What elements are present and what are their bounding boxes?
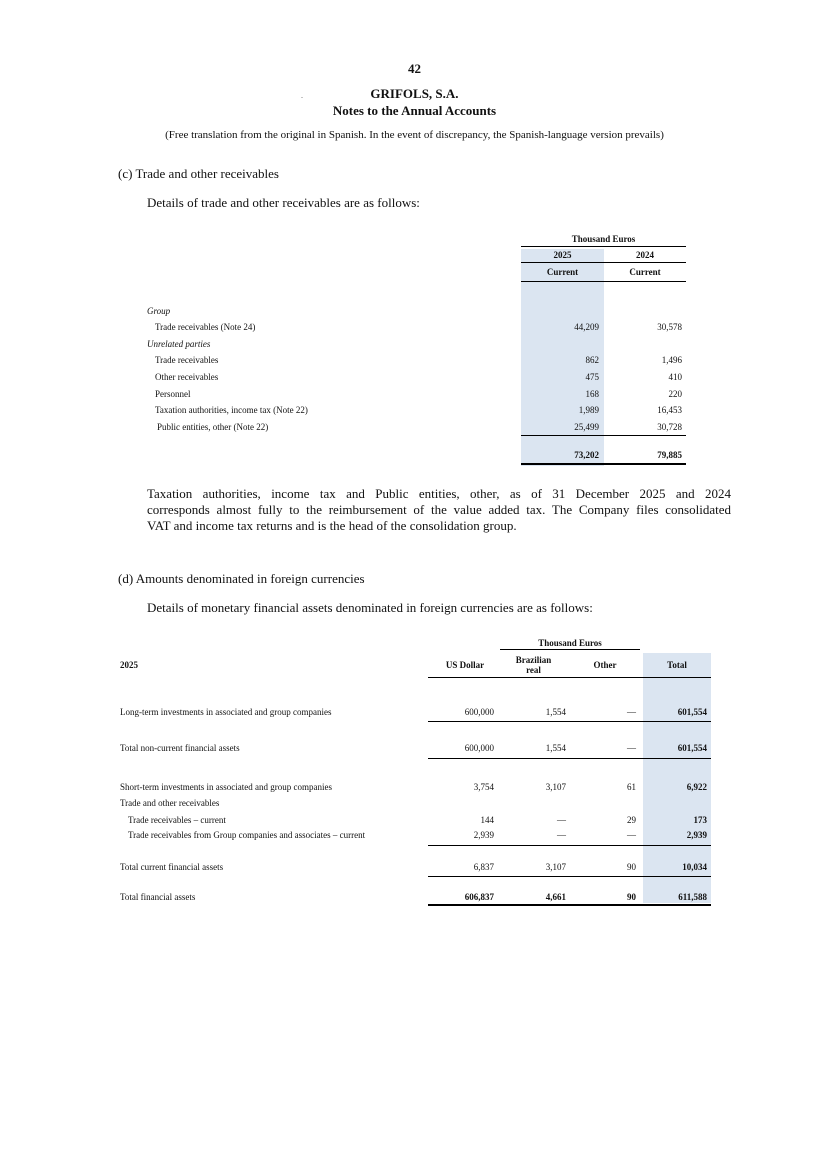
t2-cell-usd: 144 [480, 815, 494, 825]
paragraph-line: corresponds almost fully to the reimbursement of the value added tax. The Company files consolidated [147, 502, 731, 517]
t2-unit-header: Thousand Euros [538, 638, 602, 648]
t2-cell-total: 10,034 [682, 862, 707, 872]
t2-row-label: Trade receivables – current [128, 815, 226, 825]
t1-total-2024: 79,885 [657, 450, 682, 460]
t2-cell-usd: 600,000 [464, 707, 494, 717]
t2-cell-brl: 3,107 [545, 862, 566, 872]
t2-cell-other: — [627, 830, 636, 840]
t1-row-label: Group [147, 306, 171, 316]
t2-cell-brl: 3,107 [545, 782, 566, 792]
t1-cell-2024: 30,578 [657, 322, 682, 332]
t2-cell-brl: — [557, 830, 566, 840]
t1-cell-2025: 475 [585, 372, 599, 382]
t2-cell-usd: 2,939 [473, 830, 494, 840]
t2-cell-usd: 600,000 [464, 743, 494, 753]
paragraph-line: VAT and income tax returns and is the head of the consolidation group. [147, 518, 517, 533]
t2-cell-other: — [627, 707, 636, 717]
t1-cell-2024: 1,496 [661, 355, 682, 365]
t2-cell-other: 29 [627, 815, 636, 825]
t2-col-brl-line2: real [526, 665, 541, 675]
t1-total-rule [521, 435, 686, 436]
t1-cell-2024: 410 [668, 372, 682, 382]
t2-cell-brl: 1,554 [545, 707, 566, 717]
taxation-note-paragraph [147, 486, 731, 534]
t2-cell-other: — [627, 743, 636, 753]
t2-cell-brl: 1,554 [545, 743, 566, 753]
t2-row-label: Total financial assets [120, 892, 196, 902]
t2-cell-other: 90 [627, 862, 636, 872]
t1-total-2025: 73,202 [574, 450, 599, 460]
t2-row-label: Short-term investments in associated and group companies [120, 782, 332, 792]
section-c-intro: Details of trade and other receivables are as follows: [147, 195, 420, 210]
translation-disclaimer: (Free translation from the original in Spanish. In the event of discrepancy, the Spanish-language version prevails) [165, 129, 664, 141]
t1-col-rule [521, 281, 686, 282]
t2-year: 2025 [120, 660, 138, 670]
t1-cell-2025: 168 [585, 389, 599, 399]
t2-cell-brl: 4,661 [545, 892, 566, 902]
t1-cell-2024: 220 [668, 389, 682, 399]
t2-cell-total: 2,939 [686, 830, 707, 840]
t1-total-double-rule [521, 463, 686, 465]
t2-rule [428, 876, 711, 877]
t2-rule [428, 758, 711, 759]
t1-row-label: Unrelated parties [147, 339, 211, 349]
t1-row-label: Trade receivables [155, 355, 219, 365]
t2-cell-brl: — [557, 815, 566, 825]
t2-rule [428, 721, 711, 722]
t2-cell-usd: 6,837 [473, 862, 494, 872]
stray-dot: . [301, 91, 303, 100]
t2-cell-other: 90 [627, 892, 636, 902]
t1-row-label: Other receivables [155, 372, 219, 382]
t1-year-rule [521, 262, 686, 263]
section-d-intro: Details of monetary financial assets denominated in foreign currencies are as follows: [147, 600, 593, 615]
t1-row-label: Public entities, other (Note 22) [157, 422, 269, 432]
t2-cell-total: 611,588 [678, 892, 707, 902]
t2-col-total: Total [667, 660, 687, 670]
t2-col-brl-line1: Brazilian [515, 655, 552, 665]
t1-cell-2025: 1,989 [578, 405, 599, 415]
t2-total-double-rule [428, 904, 711, 906]
t1-cell-2024: 16,453 [657, 405, 682, 415]
t2-row-label: Long-term investments in associated and group companies [120, 707, 332, 717]
t1-unit-header: Thousand Euros [571, 234, 636, 244]
t1-col-current-2024: Current [629, 267, 661, 277]
t1-col-current-2025: Current [546, 267, 579, 277]
t2-header-rule [428, 677, 711, 678]
t2-cell-total: 173 [693, 815, 707, 825]
paragraph-line: Taxation authorities, income tax and Public entities, other, as of 31 December 2025 and 2024 [147, 486, 731, 501]
t1-year-2024: 2024 [636, 250, 654, 260]
t1-cell-2025: 862 [585, 355, 599, 365]
t2-col-usd: US Dollar [445, 660, 485, 670]
t2-row-label: Trade and other receivables [120, 798, 220, 808]
t1-cell-2025: 44,209 [574, 322, 599, 332]
t2-cell-total: 601,554 [677, 707, 707, 717]
t2-cell-usd: 606,837 [464, 892, 494, 902]
section-c-heading: (c) Trade and other receivables [118, 166, 279, 181]
t2-cell-other: 61 [627, 782, 636, 792]
t2-row-label: Trade receivables from Group companies and associates – current [128, 830, 366, 840]
t2-cell-total: 6,922 [686, 782, 707, 792]
t2-row-label: Total non-current financial assets [120, 743, 240, 753]
t2-row-label: Total current financial assets [120, 862, 224, 872]
t1-header-rule [521, 246, 686, 247]
section-d-heading: (d) Amounts denominated in foreign currencies [118, 571, 365, 586]
t2-cell-usd: 3,754 [473, 782, 494, 792]
t1-row-label: Taxation authorities, income tax (Note 22) [155, 405, 308, 415]
t2-rule [428, 845, 711, 846]
t1-cell-2025: 25,499 [574, 422, 599, 432]
page-number: 42 [408, 61, 421, 76]
t1-year-2025: 2025 [553, 250, 572, 260]
t2-unit-rule [500, 649, 640, 650]
t2-col-other: Other [593, 660, 617, 670]
document-subtitle: Notes to the Annual Accounts [332, 103, 497, 118]
t1-row-label: Personnel [155, 389, 191, 399]
t2-cell-total: 601,554 [677, 743, 707, 753]
t1-cell-2024: 30,728 [657, 422, 682, 432]
t1-row-label: Trade receivables (Note 24) [155, 322, 256, 332]
company-name: GRIFOLS, S.A. [370, 86, 459, 101]
